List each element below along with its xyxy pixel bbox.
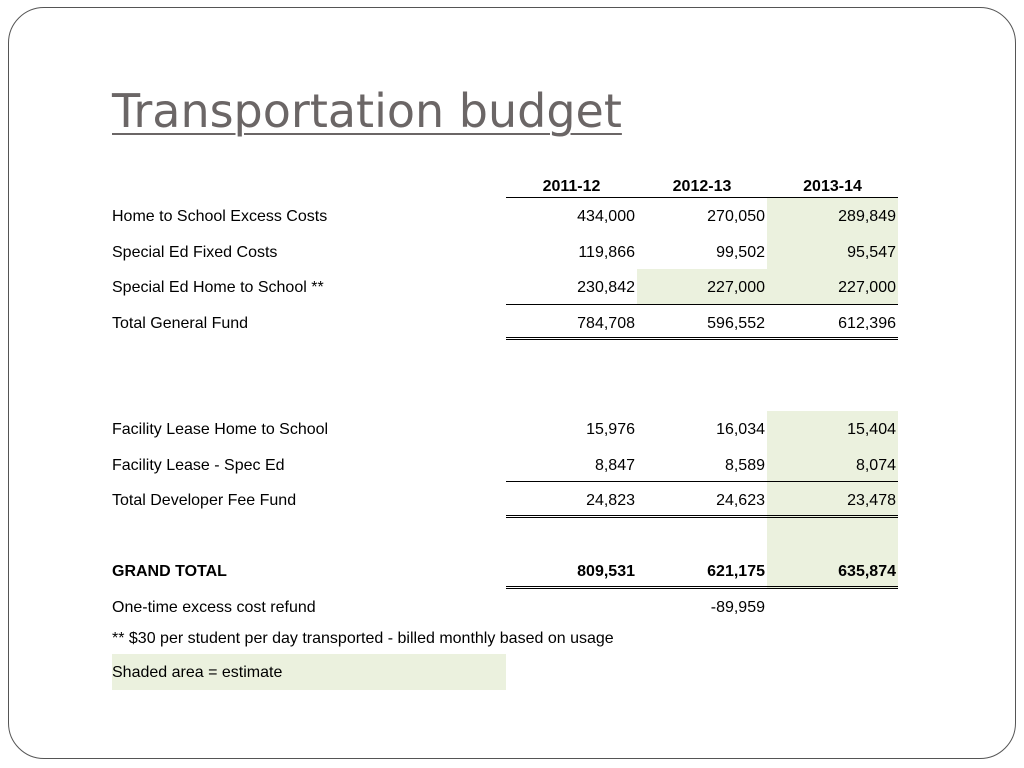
- cell-value: 8,589: [637, 447, 767, 483]
- table-row: [112, 198, 898, 234]
- table-row-total: [112, 482, 898, 518]
- cell-value-estimate: 23,478: [767, 482, 898, 518]
- legend-row: [112, 654, 898, 690]
- row-label: Home to School Excess Costs: [112, 208, 328, 225]
- shade-legend: Shaded area = estimate: [112, 654, 506, 690]
- row-label: Facility Lease Home to School: [112, 421, 329, 438]
- cell-value-estimate: 8,074: [767, 447, 898, 483]
- table-row: [112, 269, 898, 305]
- cell-value: 621,175: [637, 553, 767, 589]
- row-label: One-time excess cost refund: [112, 598, 316, 616]
- cell-value: 119,866: [578, 243, 635, 261]
- page-title: Transportation budget: [112, 84, 622, 138]
- shaded-spacer: [767, 518, 898, 554]
- cell-value-estimate: 15,404: [767, 411, 898, 447]
- row-label: Total Developer Fee Fund: [112, 492, 297, 509]
- table-row: [112, 447, 898, 483]
- budget-table: [112, 170, 898, 690]
- row-label: Facility Lease - Spec Ed: [112, 456, 285, 474]
- cell-value: 15,976: [586, 421, 635, 438]
- row-label: Total General Fund: [112, 314, 249, 332]
- cell-value: [767, 589, 898, 625]
- cell-value: 434,000: [577, 208, 635, 225]
- cell-value-estimate: 227,000: [637, 269, 767, 305]
- table-row-total: [112, 305, 898, 341]
- cell-value: 16,034: [716, 421, 765, 438]
- footnote: ** $30 per student per day transported - billed monthly based on usage: [112, 630, 614, 647]
- table-row: [112, 589, 898, 625]
- cell-value: -89,959: [710, 598, 765, 616]
- cell-value: 612,396: [767, 305, 898, 341]
- cell-value: [506, 589, 637, 625]
- cell-value: 596,552: [637, 305, 767, 341]
- cell-value-estimate: 635,874: [767, 553, 898, 589]
- column-header-2012-13: 2012-13: [637, 170, 767, 198]
- table-row-grand-total: [112, 553, 898, 589]
- cell-value: 809,531: [506, 553, 637, 589]
- cell-value: 8,847: [506, 447, 637, 483]
- table-spacer: [112, 518, 898, 554]
- column-header-2013-14: 2013-14: [767, 170, 898, 198]
- row-label: Special Ed Home to School **: [112, 279, 324, 296]
- row-label: GRAND TOTAL: [112, 563, 227, 580]
- table-row: [112, 234, 898, 270]
- cell-value: 230,842: [506, 269, 637, 305]
- cell-value-estimate: 227,000: [767, 269, 898, 305]
- cell-value-estimate: 95,547: [767, 234, 898, 270]
- cell-value: 24,623: [637, 482, 767, 518]
- column-header-2011-12: 2011-12: [506, 170, 637, 198]
- table-row: [112, 411, 898, 447]
- cell-value: 24,823: [506, 482, 637, 518]
- cell-value: 99,502: [716, 243, 765, 261]
- cell-value-estimate: 289,849: [767, 198, 898, 234]
- table-spacer: [112, 340, 898, 376]
- row-label: Special Ed Fixed Costs: [112, 243, 278, 261]
- table-header-row: [112, 170, 898, 198]
- footnote-row: [112, 624, 898, 654]
- table-spacer: [112, 376, 898, 412]
- cell-value: 784,708: [506, 305, 637, 341]
- cell-value: 270,050: [707, 208, 765, 225]
